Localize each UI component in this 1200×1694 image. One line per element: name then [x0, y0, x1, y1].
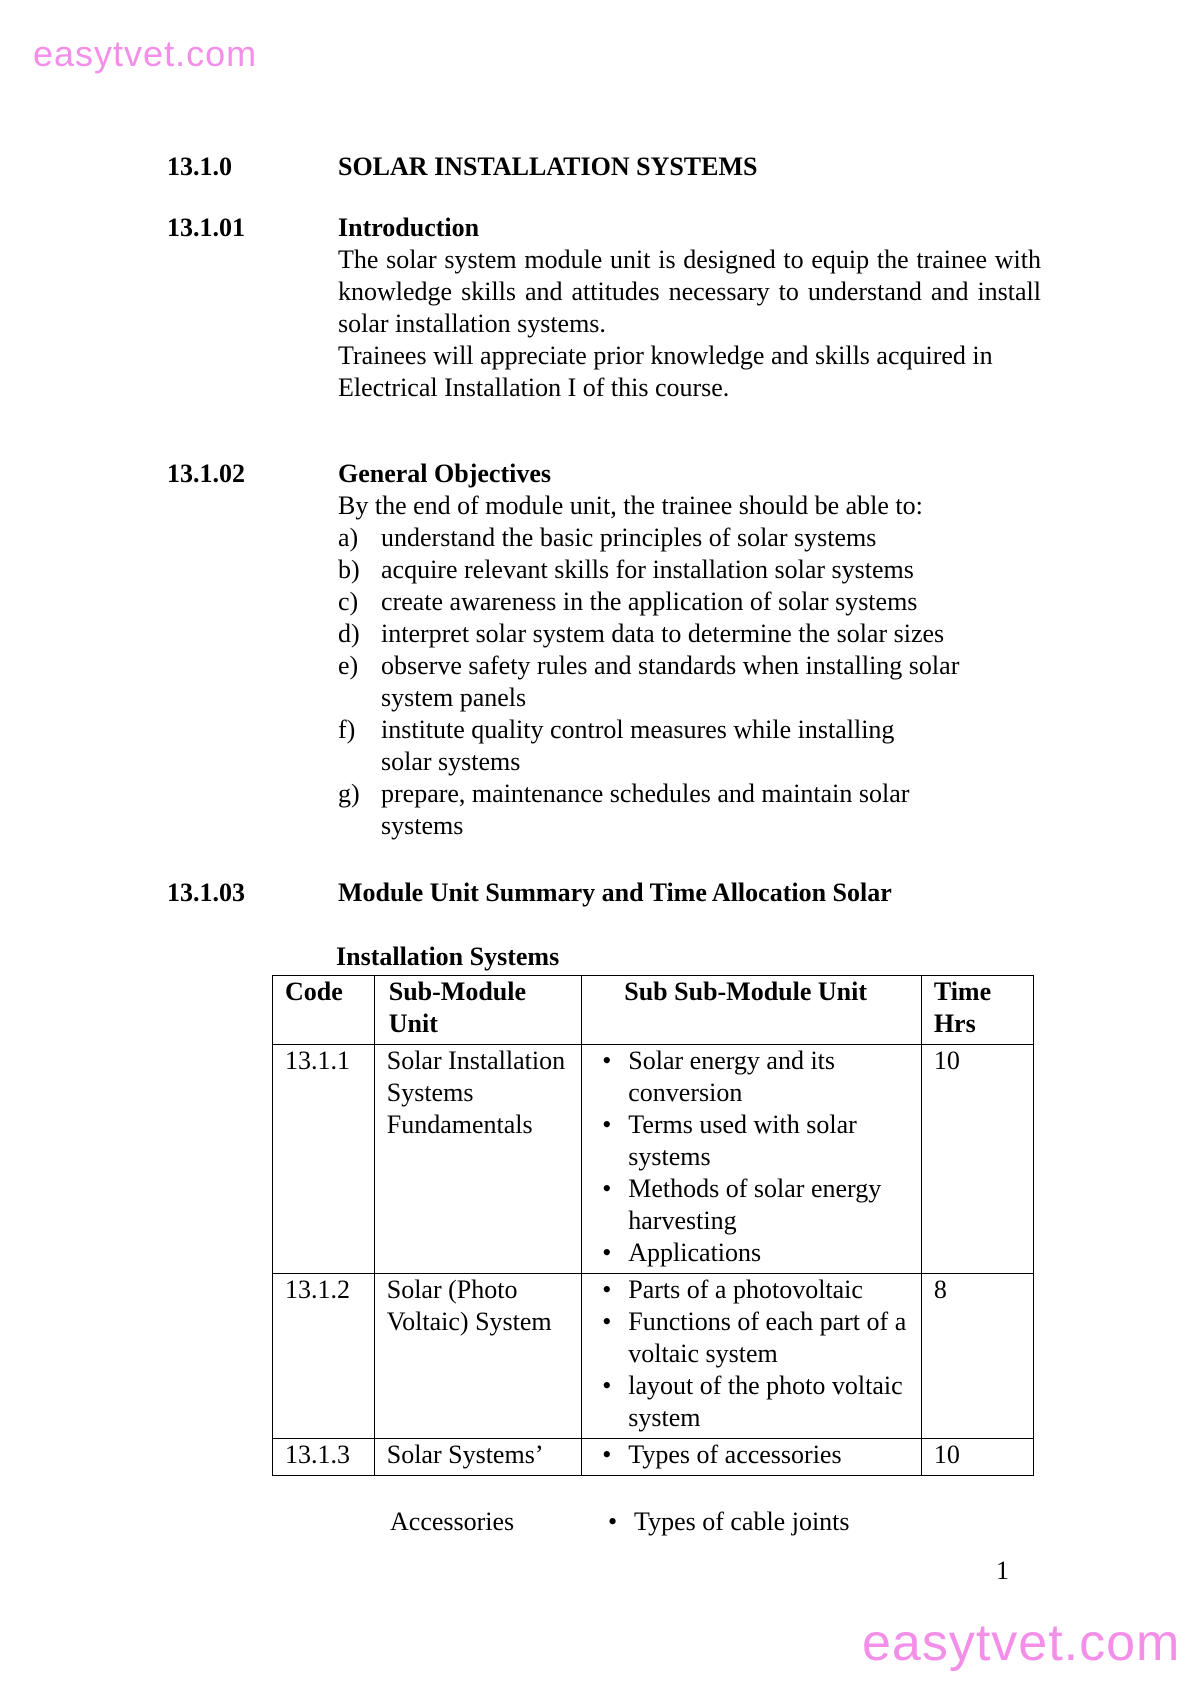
- objective-letter: c): [338, 587, 359, 616]
- cell-items: [582, 1439, 922, 1476]
- section-number: 13.1.01: [167, 213, 245, 242]
- objective-item: [338, 554, 1058, 586]
- overflow-sub-module: Accessories: [390, 1507, 515, 1536]
- objective-item: [338, 618, 1058, 650]
- section-number: 13.1.02: [167, 459, 245, 488]
- cell-time: 10: [921, 1045, 1033, 1274]
- section-number: 13.1.0: [167, 152, 232, 181]
- watermark-top: easytvet.com: [33, 33, 258, 74]
- table-caption: Installation Systems: [336, 942, 560, 971]
- page-number: 1: [996, 1556, 1009, 1585]
- watermark-bottom: easytvet.com: [862, 1614, 1181, 1672]
- intro-paragraph: Trainees will appreciate prior knowledge and skills acquired in Electrical Installation I of this course.: [338, 341, 993, 402]
- list-item: • layout of the photo voltaic system: [594, 1370, 911, 1434]
- objectives-lead: By the end of module unit, the trainee should be able to:: [338, 491, 923, 520]
- list-item: • Applications: [594, 1237, 911, 1269]
- list-item: • Parts of a photovoltaic: [594, 1274, 911, 1306]
- section-heading: Introduction: [338, 213, 480, 242]
- list-item: • Methods of solar energy harvesting: [594, 1173, 911, 1237]
- objective-letter: e): [338, 651, 359, 680]
- cell-items: [582, 1274, 922, 1439]
- table-row: [273, 1439, 1034, 1476]
- section-heading: General Objectives: [338, 459, 551, 488]
- objective-letter: d): [338, 619, 360, 648]
- header-time: Time Hrs: [921, 976, 1033, 1045]
- cell-time: 10: [921, 1439, 1033, 1476]
- objective-text: understand the basic principles of solar systems: [381, 523, 877, 552]
- table-row: [273, 1274, 1034, 1439]
- cell-code: 13.1.3: [273, 1439, 375, 1476]
- module-summary-table: [272, 975, 1034, 1476]
- section-number: 13.1.03: [167, 878, 245, 907]
- objective-letter: b): [338, 555, 360, 584]
- table-row: [273, 1045, 1034, 1274]
- document-title: SOLAR INSTALLATION SYSTEMS: [338, 152, 758, 181]
- objective-letter: f): [338, 715, 356, 744]
- objective-text: observe safety rules and standards when installing solar system panels: [381, 651, 960, 712]
- objectives-list: [338, 490, 1058, 842]
- cell-code: 13.1.1: [273, 1045, 375, 1274]
- list-item: • Functions of each part of a voltaic system: [594, 1306, 911, 1370]
- cell-items: [582, 1045, 922, 1274]
- intro-paragraph: The solar system module unit is designed to equip the trainee with knowledge skills and attitudes necessary to understand and install solar installation systems.: [338, 245, 1041, 338]
- objective-text: acquire relevant skills for installation solar systems: [381, 555, 914, 584]
- objective-text: create awareness in the application of solar systems: [381, 587, 918, 616]
- objective-letter: a): [338, 523, 359, 552]
- objective-item: [338, 586, 1058, 618]
- header-sub-sub-module: Sub Sub-Module Unit: [582, 976, 922, 1045]
- cell-time: 8: [921, 1274, 1033, 1439]
- cell-sub-module: Solar Installation Systems Fundamentals: [374, 1045, 582, 1274]
- objective-text: prepare, maintenance schedules and maintain solar systems: [381, 779, 910, 840]
- cell-sub-module: Solar (Photo Voltaic) System: [374, 1274, 582, 1439]
- cell-sub-module: Solar Systems’: [374, 1439, 582, 1476]
- section-heading: Module Unit Summary and Time Allocation Solar: [338, 878, 892, 907]
- objective-item: [338, 714, 1058, 778]
- overflow-list-item: • Types of cable joints: [600, 1506, 850, 1538]
- list-item: • Terms used with solar systems: [594, 1109, 911, 1173]
- header-sub-module: Sub-Module Unit: [374, 976, 582, 1045]
- table-header-row: [273, 976, 1034, 1045]
- list-item: • Solar energy and its conversion: [594, 1045, 911, 1109]
- objective-text: interpret solar system data to determine the solar sizes: [381, 619, 945, 648]
- objective-text: institute quality control measures while installing solar systems: [381, 715, 895, 776]
- list-item: • Types of accessories: [594, 1439, 911, 1471]
- header-code: Code: [273, 976, 375, 1045]
- objective-item: [338, 522, 1058, 554]
- objective-letter: g): [338, 779, 360, 808]
- objective-item: [338, 778, 1058, 842]
- cell-code: 13.1.2: [273, 1274, 375, 1439]
- objective-item: [338, 650, 1058, 714]
